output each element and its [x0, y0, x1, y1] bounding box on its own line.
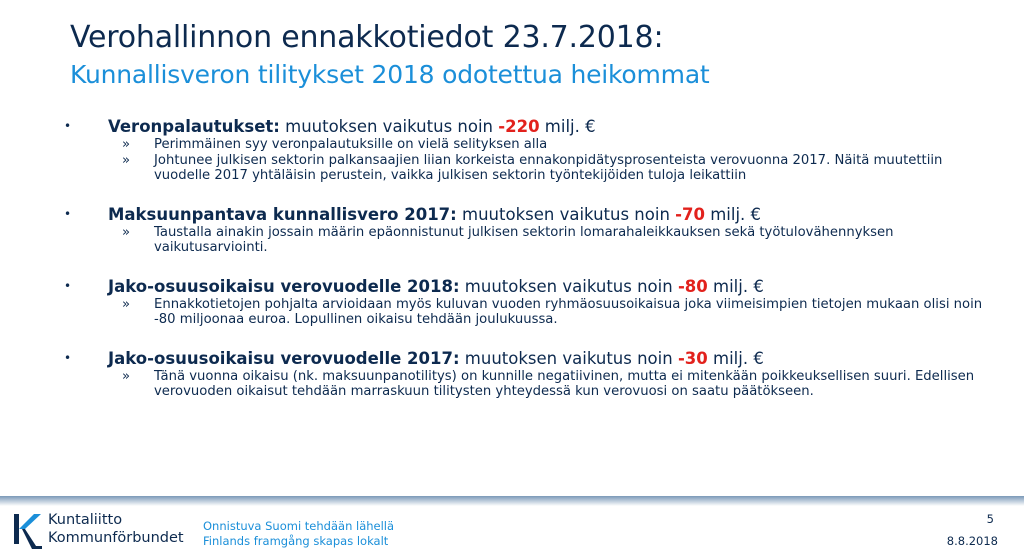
- sub-item: [64, 369, 994, 400]
- sub-marker: »: [122, 296, 131, 312]
- bullet-line: [64, 348, 994, 369]
- sub-text: Perimmäinen syy veronpalautuksille on vielä selityksen alla: [154, 137, 548, 152]
- bullet-unit: milj. €: [707, 276, 764, 296]
- sub-marker: »: [122, 152, 131, 168]
- bullet-heading: Maksuunpantava kunnallisvero 2017:: [108, 204, 457, 224]
- bullet-value: -220: [498, 117, 540, 136]
- sub-text: Ennakkotietojen pohjalta arvioidaan myös kuluvan vuoden ryhmäosuusoikaisua joka viimeisimpien tietojen mukaan olisi noin -80 miljoonaa euroa. Lopullinen oikaisu tehdään joulukuussa.: [154, 296, 983, 327]
- bullet-text: muutoksen vaikutus noin: [459, 348, 678, 368]
- bullet-list: [64, 116, 994, 420]
- footer-slogan-sv: Finlands framgång skapas lokalt: [203, 534, 389, 548]
- bullet-heading: Veronpalautukset:: [108, 117, 280, 136]
- sub-marker: »: [122, 224, 131, 240]
- bullet-heading: Jako-osuusoikaisu verovuodelle 2018:: [108, 276, 460, 296]
- footer-date: 8.8.2018: [946, 534, 998, 548]
- bullet-value: -30: [677, 348, 708, 368]
- sub-text: Johtunee julkisen sektorin palkansaajien liian korkeista ennakonpidätysprosenteista verovuonna 2017. Näitä muutettiin vuodelle 2017 yhtäläisin perustein, vaikka julkisen sektorin työntekijöiden tuloja leikattiin: [154, 152, 943, 183]
- sub-list: [64, 297, 994, 328]
- bullet-text: muutoksen vaikutus noin: [456, 204, 676, 224]
- bullet-text: muutoksen vaikutus noin: [279, 117, 499, 136]
- bullet-heading: Jako-osuusoikaisu verovuodelle 2017:: [108, 348, 460, 368]
- kuntaliitto-logo: [12, 508, 192, 552]
- bullet-maksuunpantava: [64, 204, 994, 256]
- sub-marker: »: [122, 137, 131, 152]
- sub-text: Taustalla ainakin jossain määrin epäonnistunut julkisen sektorin lomarahaleikkauksen sekä työtulovähennyksen vaikutusarviointi.: [154, 224, 894, 255]
- bullet-veronpalautukset: [64, 116, 994, 184]
- bullet-unit: milj. €: [707, 348, 764, 368]
- bullet-marker: •: [64, 206, 72, 221]
- bullet-marker: •: [64, 119, 72, 133]
- logo-line-2: Kommunförbundet: [48, 530, 184, 546]
- footer-divider: [0, 496, 1024, 506]
- bullet-value: -80: [677, 276, 708, 296]
- slide-title: Verohallinnon ennakkotiedot 23.7.2018:: [70, 20, 664, 55]
- bullet-line: [64, 276, 994, 297]
- bullet-marker: •: [64, 350, 72, 365]
- sub-list: [64, 369, 994, 400]
- slide-subtitle: Kunnallisveron tilitykset 2018 odotettua heikommat: [70, 60, 710, 89]
- bullet-line: [64, 116, 994, 137]
- sub-list: [64, 137, 994, 184]
- sub-marker: »: [122, 368, 131, 384]
- bullet-marker: •: [64, 278, 72, 293]
- sub-item: [64, 137, 994, 153]
- bullet-unit: milj. €: [704, 204, 762, 224]
- page-number: 5: [986, 512, 994, 526]
- sub-list: [64, 225, 994, 256]
- sub-item: [64, 297, 994, 328]
- bullet-text: muutoksen vaikutus noin: [459, 276, 678, 296]
- bullet-line: [64, 204, 994, 225]
- sub-item: [64, 153, 994, 184]
- sub-item: [64, 225, 994, 256]
- logo-line-1: Kuntaliitto: [48, 512, 123, 528]
- sub-text: Tänä vuonna oikaisu (nk. maksuunpanotilitys) on kunnille negatiivinen, mutta ei mitenkään poikkeuksellisen suuri. Edellisen verovuoden oikaisut tehdään marraskuun tilitysten yhteydessä kun verovuosi on saatu päätökseen.: [154, 368, 975, 399]
- footer-slogan-fi: Onnistuva Suomi tehdään lähellä: [203, 519, 395, 533]
- bullet-unit: milj. €: [539, 117, 596, 136]
- k-logo-icon: [12, 510, 44, 550]
- bullet-value: -70: [675, 204, 705, 224]
- bullet-jako-osuus-2017: [64, 348, 994, 400]
- bullet-jako-osuus-2018: [64, 276, 994, 328]
